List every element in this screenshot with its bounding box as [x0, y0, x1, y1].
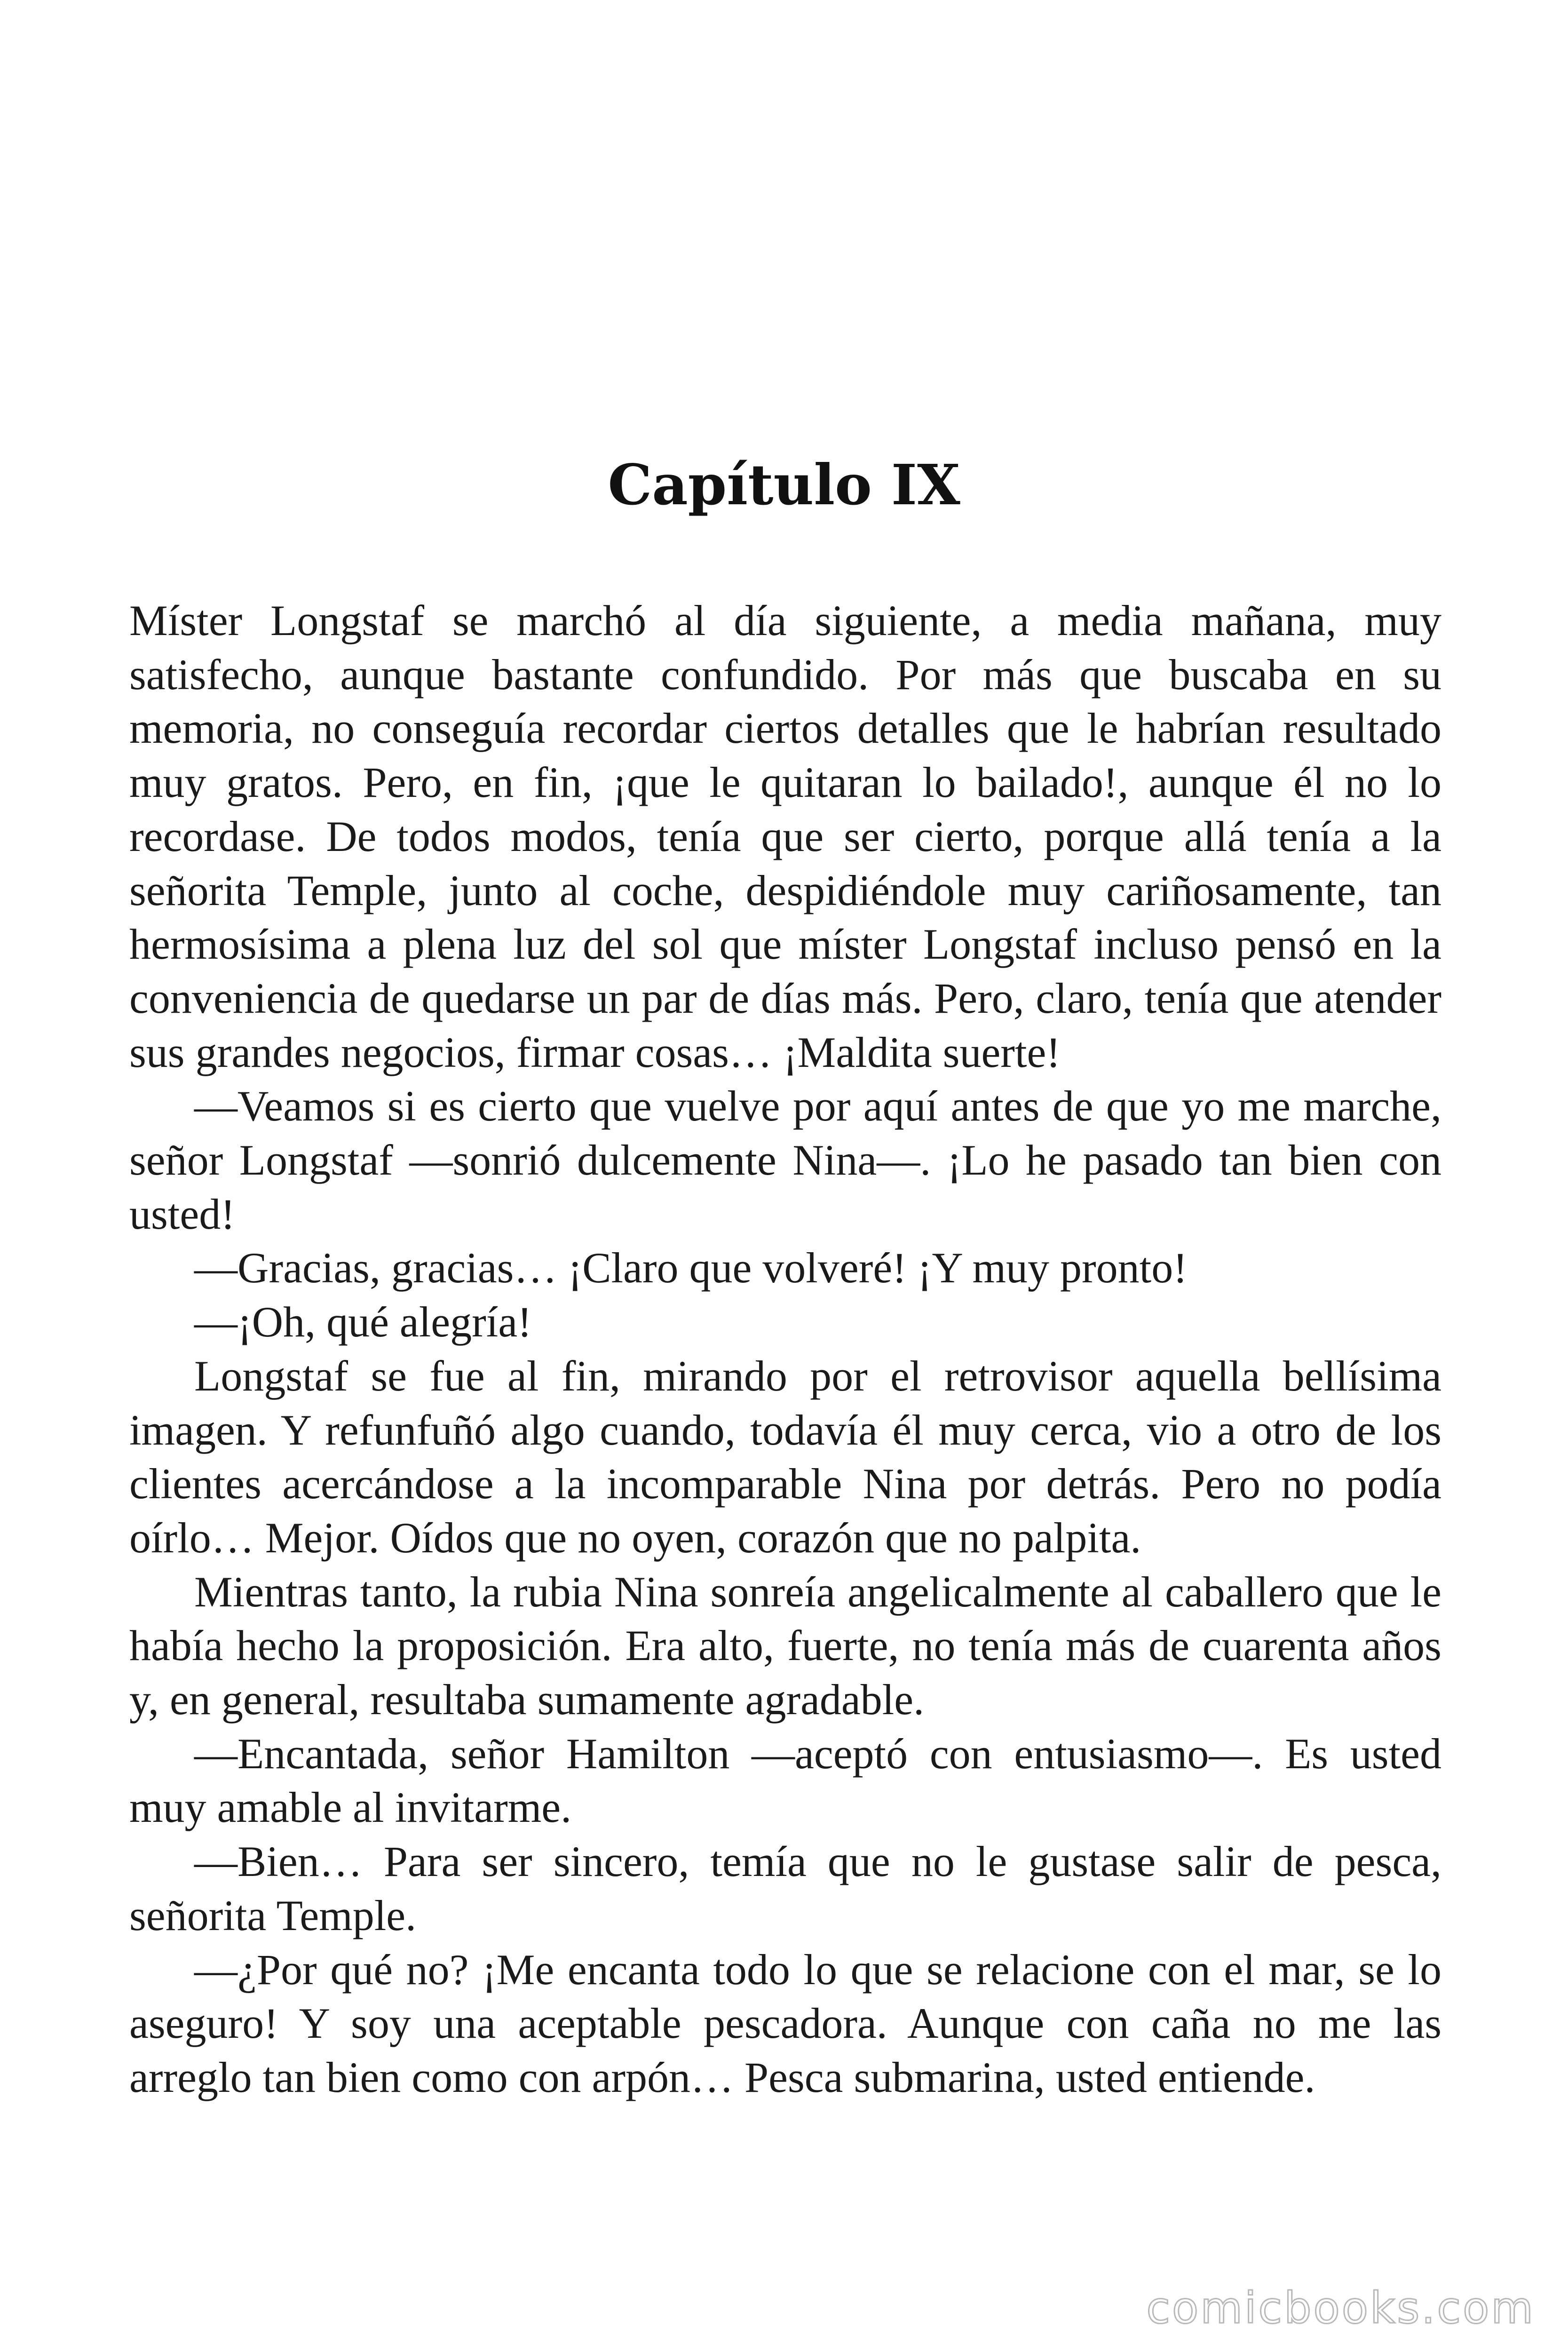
chapter-body — [129, 594, 1441, 2105]
paragraph: —¿Por qué no? ¡Me encanta todo lo que se relacione con el mar, se lo aseguro! Y soy una aceptable pescadora. Aunque con caña no me las arreglo tan bien como con arpón… Pesca submarina, usted entiende. — [129, 1945, 1441, 2101]
paragraph: Longstaf se fue al fin, mirando por el retrovisor aquella bellísima imagen. Y refunfuñó algo cuando, todavía él muy cerca, vio a otro de los clientes acercándose a la incomparable Nina por detrás. Pero no podía oírlo… Mejor. Oídos que no oyen, corazón que no palpita. — [129, 1351, 1441, 1562]
watermark: comicbooks.com — [1146, 2283, 1535, 2333]
paragraph: Mientras tanto, la rubia Nina sonreía angelicalmente al caballero que le había hecho la proposición. Era alto, fuerte, no tenía más de cuarenta años y, en general, resultaba sumamente agradable. — [129, 1567, 1441, 1724]
paragraph: —¡Oh, qué alegría! — [194, 1298, 532, 1346]
paragraph: —Gracias, gracias… ¡Claro que volveré! ¡Y muy pronto! — [194, 1244, 1188, 1292]
paragraph: —Veamos si es cierto que vuelve por aquí antes de que yo me marche, señor Longstaf —sonrió dulcemente Nina—. ¡Lo he pasado tan bien con usted! — [129, 1082, 1441, 1238]
paragraph: —Encantada, señor Hamilton —aceptó con entusiasmo—. Es usted muy amable al invitarme. — [129, 1729, 1441, 1832]
chapter-title: Capítulo IX — [608, 452, 960, 517]
paragraph: Míster Longstaf se marchó al día siguiente, a media mañana, muy satisfecho, aunque bastante confundido. Por más que buscaba en su memoria, no conseguía recordar ciertos detalles que le habrían resultado muy gratos. Pero, en fin, ¡que le quitaran lo bailado!, aunque él no lo recordase. De todos modos, tenía que ser cierto, porque allá tenía a la señorita Temple, junto al coche, despidiéndole muy cariñosamente, tan hermosísima a plena luz del sol que míster Longstaf incluso pensó en la conveniencia de quedarse un par de días más. Pero, claro, tenía que atender sus grandes negocios, firmar cosas… ¡Maldita suerte! — [129, 596, 1441, 1076]
paragraph: —Bien… Para ser sincero, temía que no le gustase salir de pesca, señorita Temple. — [129, 1837, 1441, 1939]
